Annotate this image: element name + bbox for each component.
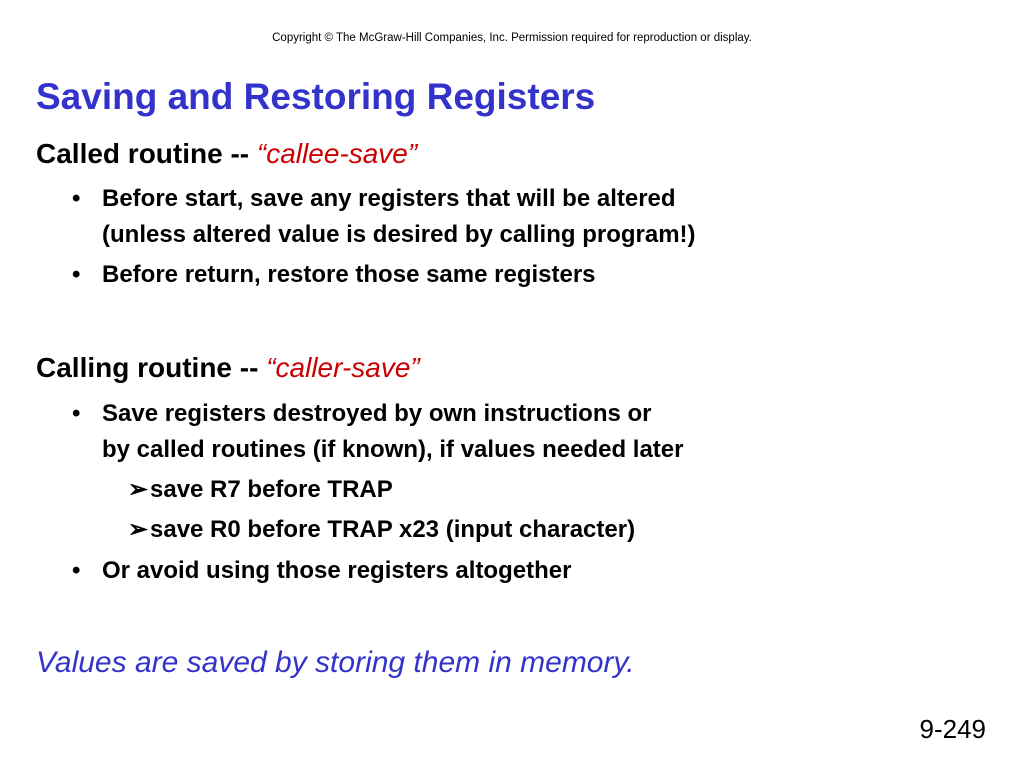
page-number: 9-249 [919,714,986,744]
bullet-text: Before return, restore those same registers [102,261,596,288]
bullet-dot-icon: • [72,400,81,427]
sub-item-text: save R7 before TRAP [150,476,393,503]
section-heading-text: Calling routine -- [36,352,267,383]
section-heading-text: Called routine -- [36,138,257,169]
bullet-text-continuation: (unless altered value is desired by calling program!) [102,221,696,248]
bullet-text-continuation: by called routines (if known), if values needed later [102,436,684,463]
arrowhead-check-icon: ➢ [128,476,149,503]
list-item [72,396,683,468]
sub-item-text: save R0 before TRAP x23 (input character) [150,516,636,543]
list-item [72,553,571,589]
bullet-text: Save registers destroyed by own instructions or [102,400,652,427]
arrowhead-check-icon: ➢ [128,516,149,543]
section-heading-caller [36,352,420,384]
bullet-text: Before start, save any registers that will be altered [102,185,676,212]
sub-list-item [128,512,635,548]
list-item [72,257,596,293]
bullet-dot-icon: • [72,261,81,288]
bullet-dot-icon: • [72,185,81,212]
sub-list-item [128,472,393,508]
slide-title: Saving and Restoring Registers [36,76,596,117]
section-heading-quote: “callee-save” [256,138,418,169]
copyright-notice: Copyright © The McGraw-Hill Companies, Inc. Permission required for reproduction or display. [272,32,752,44]
bullet-text: Or avoid using those registers altogether [102,557,572,584]
list-item [72,181,696,253]
bullet-dot-icon: • [72,557,81,584]
summary-note: Values are saved by storing them in memory. [36,646,635,679]
section-heading-quote: “caller-save” [266,352,420,383]
section-heading-callee [36,138,417,170]
